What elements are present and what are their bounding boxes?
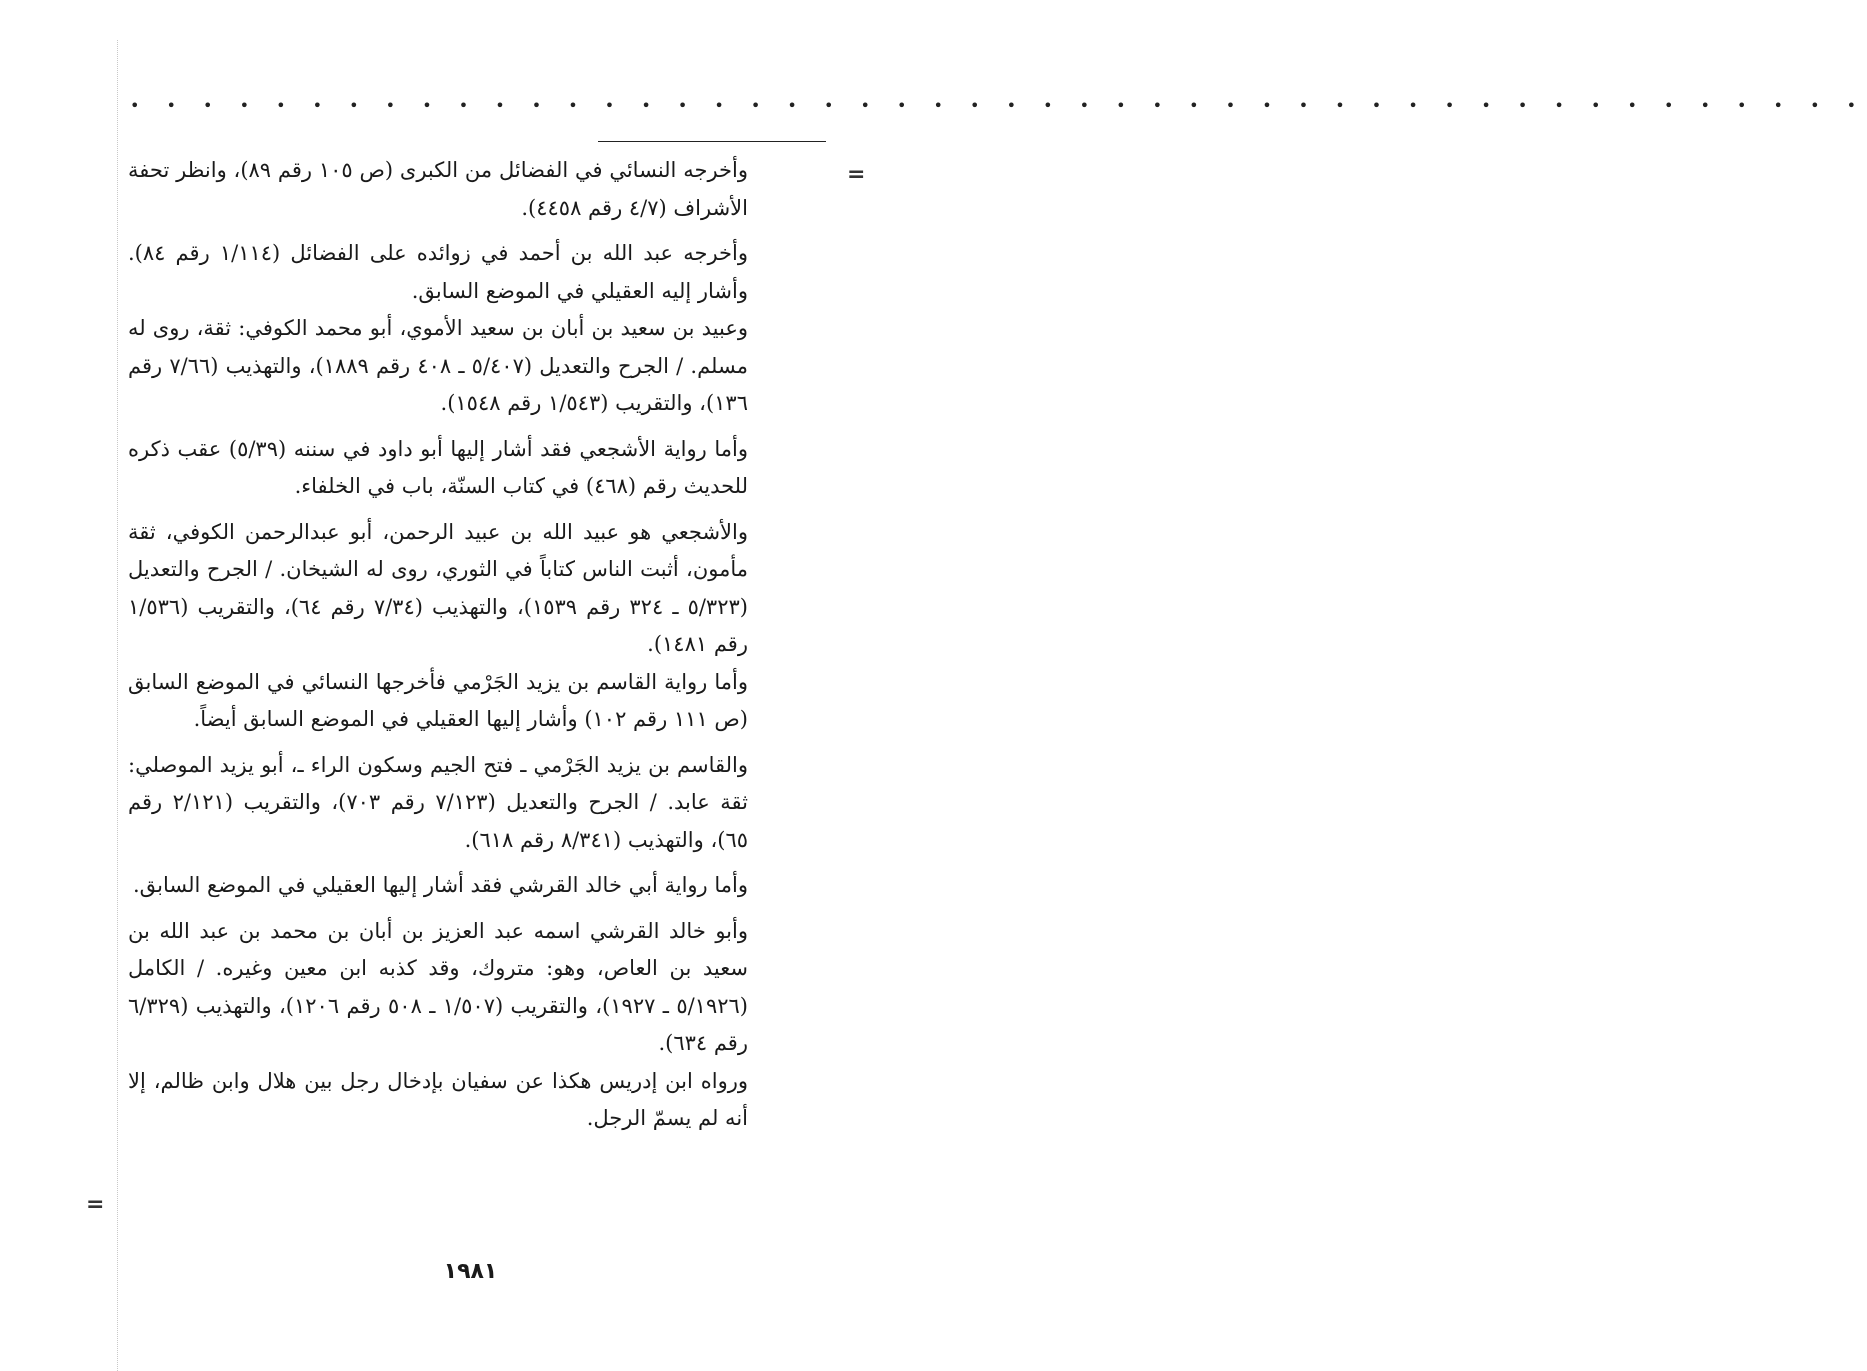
footnote-separator-rule bbox=[598, 141, 826, 142]
paragraph-4: وأما رواية الأشجعي فقد أشار إليها أبو داود في سننه (٥/٣٩) عقب ذكره للحديث رقم (٤٦٨) في كتاب السنّة، باب في الخلفاء. bbox=[128, 436, 749, 498]
paragraph-10: ورواه ابن إدريس هكذا عن سفيان بإدخال رجل بين هلال وابن ظالم، إلا أنه لم يسمّ الرجل. bbox=[128, 1068, 748, 1130]
paragraph-3: وعبيد بن سعيد بن أبان بن سعيد الأموي، أبو محمد الكوفي: ثقة، روى له مسلم. / الجرح والتعديل (٥/٤٠٧ ـ ٤٠٨ رقم ١٨٨٩)، والتهذيب (٧/٦٦ رقم ١٣٦)، والتقريب (١/٥٤٣ رقم ١٥٤٨). bbox=[128, 316, 748, 415]
margin-guide-line bbox=[117, 40, 118, 1371]
continuation-mark-bottom: = bbox=[86, 1192, 105, 1217]
paragraph-8: وأما رواية أبي خالد القرشي فقد أشار إليها العقيلي في الموضع السابق. bbox=[132, 873, 748, 897]
paragraph-7: والقاسم بن يزيد الجَرْمي ـ فتح الجيم وسكون الراء ـ، أبو يزيد الموصلي: ثقة عابد. / الجرح والتعديل (٧/١٢٣ رقم ٧٠٣)، والتقريب (٢/١٢١ رقم ٦٥)، والتهذيب (٨/٣٤١ رقم ٦١٨). bbox=[128, 752, 748, 852]
footnote-body bbox=[128, 152, 748, 1138]
paragraph-2: وأخرجه عبد الله بن أحمد في زوائده على الفضائل (١/١١٤ رقم ٨٤). وأشار إليه العقيلي في الموضع السابق. bbox=[128, 241, 748, 303]
page-number: ١٩٨١ bbox=[443, 1259, 498, 1284]
paragraph-9: وأبو خالد القرشي اسمه عبد العزيز بن أبان بن محمد بن عبد الله بن سعيد بن العاص، وهو: متروك، وقد كذبه ابن معين وغيره. / الكامل (٥/١٩٢٦ ـ ١٩٢٧)، والتقريب (١/٥٠٧ ـ ٥٠٨ رقم ١٢٠٦)، والتهذيب (٦/٣٢٩ رقم ٦٣٤). bbox=[128, 918, 748, 1055]
paragraph-5: والأشجعي هو عبيد الله بن عبيد الرحمن، أبو عبدالرحمن الكوفي، ثقة مأمون، أثبت الناس كتاباً في الثوري، روى له الشيخان. / الجرح والتعديل (٥/٣٢٣ ـ ٣٢٤ رقم ١٥٣٩)، والتهذيب (٧/٣٤ رقم ٦٤)، والتقريب (١/٥٣٦ رقم ١٤٨١). bbox=[128, 519, 748, 656]
header-dot-separator: • • • • • • • • • • • • • • • • • • • • • • • • • • • • • • • • • • • • • • • • • • • • • • • • bbox=[130, 96, 1867, 115]
paragraph-1: وأخرجه النسائي في الفضائل من الكبرى (ص ١٠٥ رقم ٨٩)، وانظر تحفة الأشراف (٤/٧ رقم ٤٤٥٨). bbox=[128, 158, 748, 220]
paragraph-6: وأما رواية القاسم بن يزيد الجَرْمي فأخرجها النسائي في الموضع السابق (ص ١١١ رقم ١٠٢) وأشار إليها العقيلي في الموضع السابق أيضاً. bbox=[128, 669, 748, 731]
continuation-mark-top: = bbox=[847, 162, 866, 187]
